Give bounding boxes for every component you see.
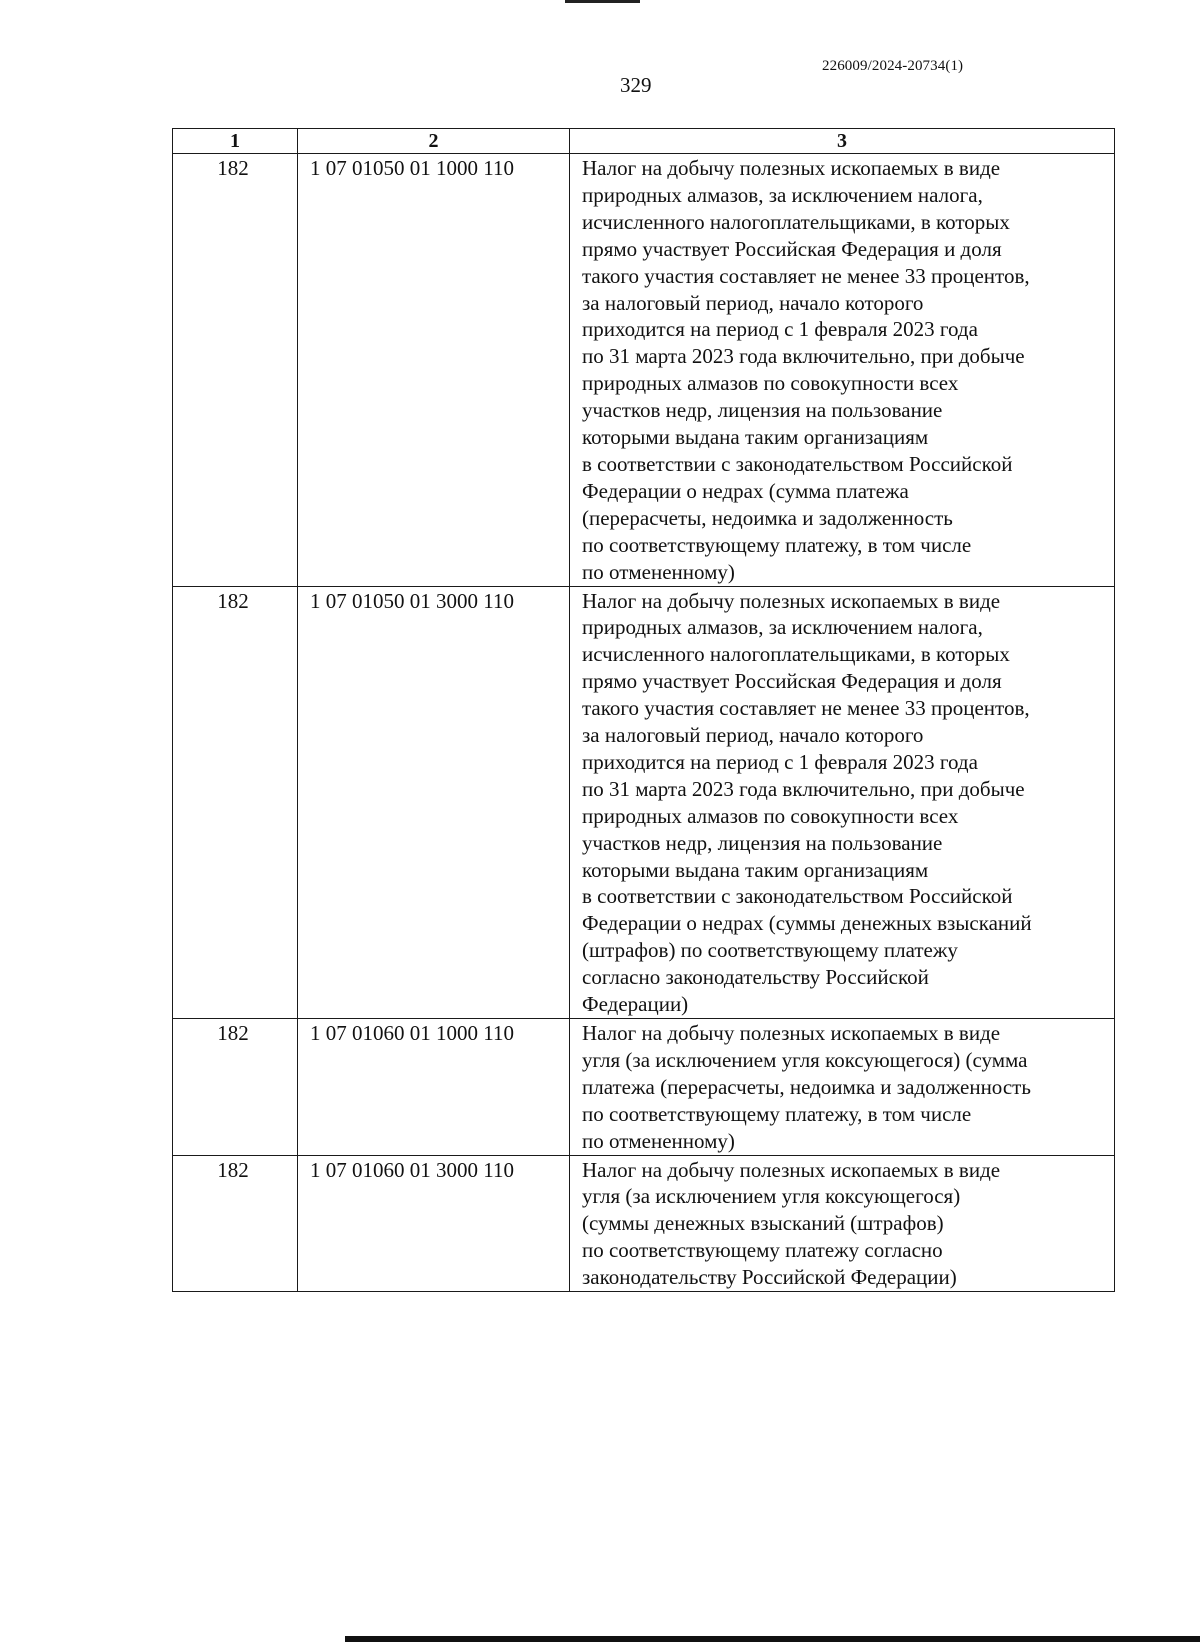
description-line: приходится на период с 1 февраля 2023 года [582, 749, 978, 774]
description-cell [570, 1019, 1115, 1156]
budget-classification-code-cell: 1 07 01050 01 1000 110 [298, 154, 570, 587]
description-line: законодательству Российской Федерации) [582, 1265, 957, 1290]
admin-code-cell: 182 [173, 586, 298, 1019]
description-line: в соответствии с законодательством Российской [582, 451, 1013, 476]
description-line: в соответствии с законодательством Российской [582, 884, 1013, 909]
table-row [173, 586, 1115, 1019]
description-line: такого участия составляет не менее 33 процентов, [582, 696, 1030, 721]
description-line: прямо участвует Российская Федерация и доля [582, 669, 1002, 694]
description-line: по соответствующему платежу согласно [582, 1238, 943, 1263]
description-line: Налог на добычу полезных ископаемых в виде [582, 1021, 1001, 1045]
top-scan-mark [565, 0, 640, 3]
description-line: участков недр, лицензия на пользование [582, 398, 943, 423]
description-line: по 31 марта 2023 года включительно, при добыче [582, 776, 1025, 801]
description-cell [570, 1155, 1115, 1292]
description-line: за налоговый период, начало которого [582, 290, 924, 315]
description-line: Налог на добычу полезных ископаемых в виде [582, 1157, 1001, 1182]
description-line: приходится на период с 1 февраля 2023 года [582, 317, 978, 342]
table-header-row [173, 129, 1115, 154]
description-line: которыми выдана таким организациям [582, 857, 929, 882]
bottom-scan-edge [345, 1636, 1200, 1642]
budget-codes-table [172, 128, 1115, 1292]
description-cell [570, 154, 1115, 587]
description-line: Федерации о недрах (суммы денежных взысканий [582, 911, 1032, 936]
description-line: природных алмазов, за исключением налога, [582, 182, 983, 207]
description-line: природных алмазов, за исключением налога, [582, 615, 983, 640]
description-line: исчисленного налогоплательщиками, в которых [582, 642, 1010, 667]
description-line: участков недр, лицензия на пользование [582, 830, 943, 855]
description-line: угля (за исключением угля коксующегося) (сумма [582, 1047, 1028, 1072]
description-cell [570, 586, 1115, 1019]
table-row [173, 1019, 1115, 1156]
table-row [173, 1155, 1115, 1292]
description-line: по соответствующему платежу, в том числе [582, 532, 972, 557]
description-line: которыми выдана таким организациям [582, 425, 929, 450]
budget-classification-code-cell: 1 07 01060 01 1000 110 [298, 1019, 570, 1156]
description-line: Федерации) [582, 992, 689, 1017]
column-header-2: 2 [298, 129, 570, 154]
description-line: по отмененному) [582, 1128, 735, 1153]
description-line: природных алмазов по совокупности всех [582, 371, 959, 396]
admin-code-cell: 182 [173, 1155, 298, 1292]
page-number: 329 [620, 73, 652, 97]
table-row [173, 154, 1115, 587]
description-line: по 31 марта 2023 года включительно, при добыче [582, 344, 1025, 369]
admin-code-cell: 182 [173, 1019, 298, 1156]
table-body [173, 154, 1115, 1292]
description-line: по соответствующему платежу, в том числе [582, 1101, 972, 1126]
description-line: (перерасчеты, недоимка и задолженность [582, 505, 953, 530]
budget-classification-code-cell: 1 07 01060 01 3000 110 [298, 1155, 570, 1292]
description-line: Федерации о недрах (сумма платежа [582, 478, 909, 503]
description-line: угля (за исключением угля коксующегося) [582, 1184, 961, 1209]
description-line: такого участия составляет не менее 33 процентов, [582, 263, 1030, 288]
description-line: за налоговый период, начало которого [582, 723, 924, 748]
description-line: Налог на добычу полезных ископаемых в виде [582, 588, 1001, 613]
description-line: природных алмазов по совокупности всех [582, 803, 959, 828]
admin-code-cell: 182 [173, 154, 298, 587]
description-line: Налог на добычу полезных ископаемых в виде [582, 156, 1001, 180]
description-line: по отмененному) [582, 559, 735, 584]
description-line: согласно законодательству Российской [582, 965, 929, 990]
description-line: исчисленного налогоплательщиками, в которых [582, 209, 1010, 234]
document-number: 226009/2024-20734(1) [822, 58, 964, 74]
column-header-1: 1 [173, 129, 298, 154]
column-header-3: 3 [570, 129, 1115, 154]
budget-classification-code-cell: 1 07 01050 01 3000 110 [298, 586, 570, 1019]
description-line: платежа (перерасчеты, недоимка и задолженность [582, 1074, 1031, 1099]
description-line: (штрафов) по соответствующему платежу [582, 938, 958, 963]
description-line: (суммы денежных взысканий (штрафов) [582, 1211, 944, 1236]
description-line: прямо участвует Российская Федерация и доля [582, 236, 1002, 261]
